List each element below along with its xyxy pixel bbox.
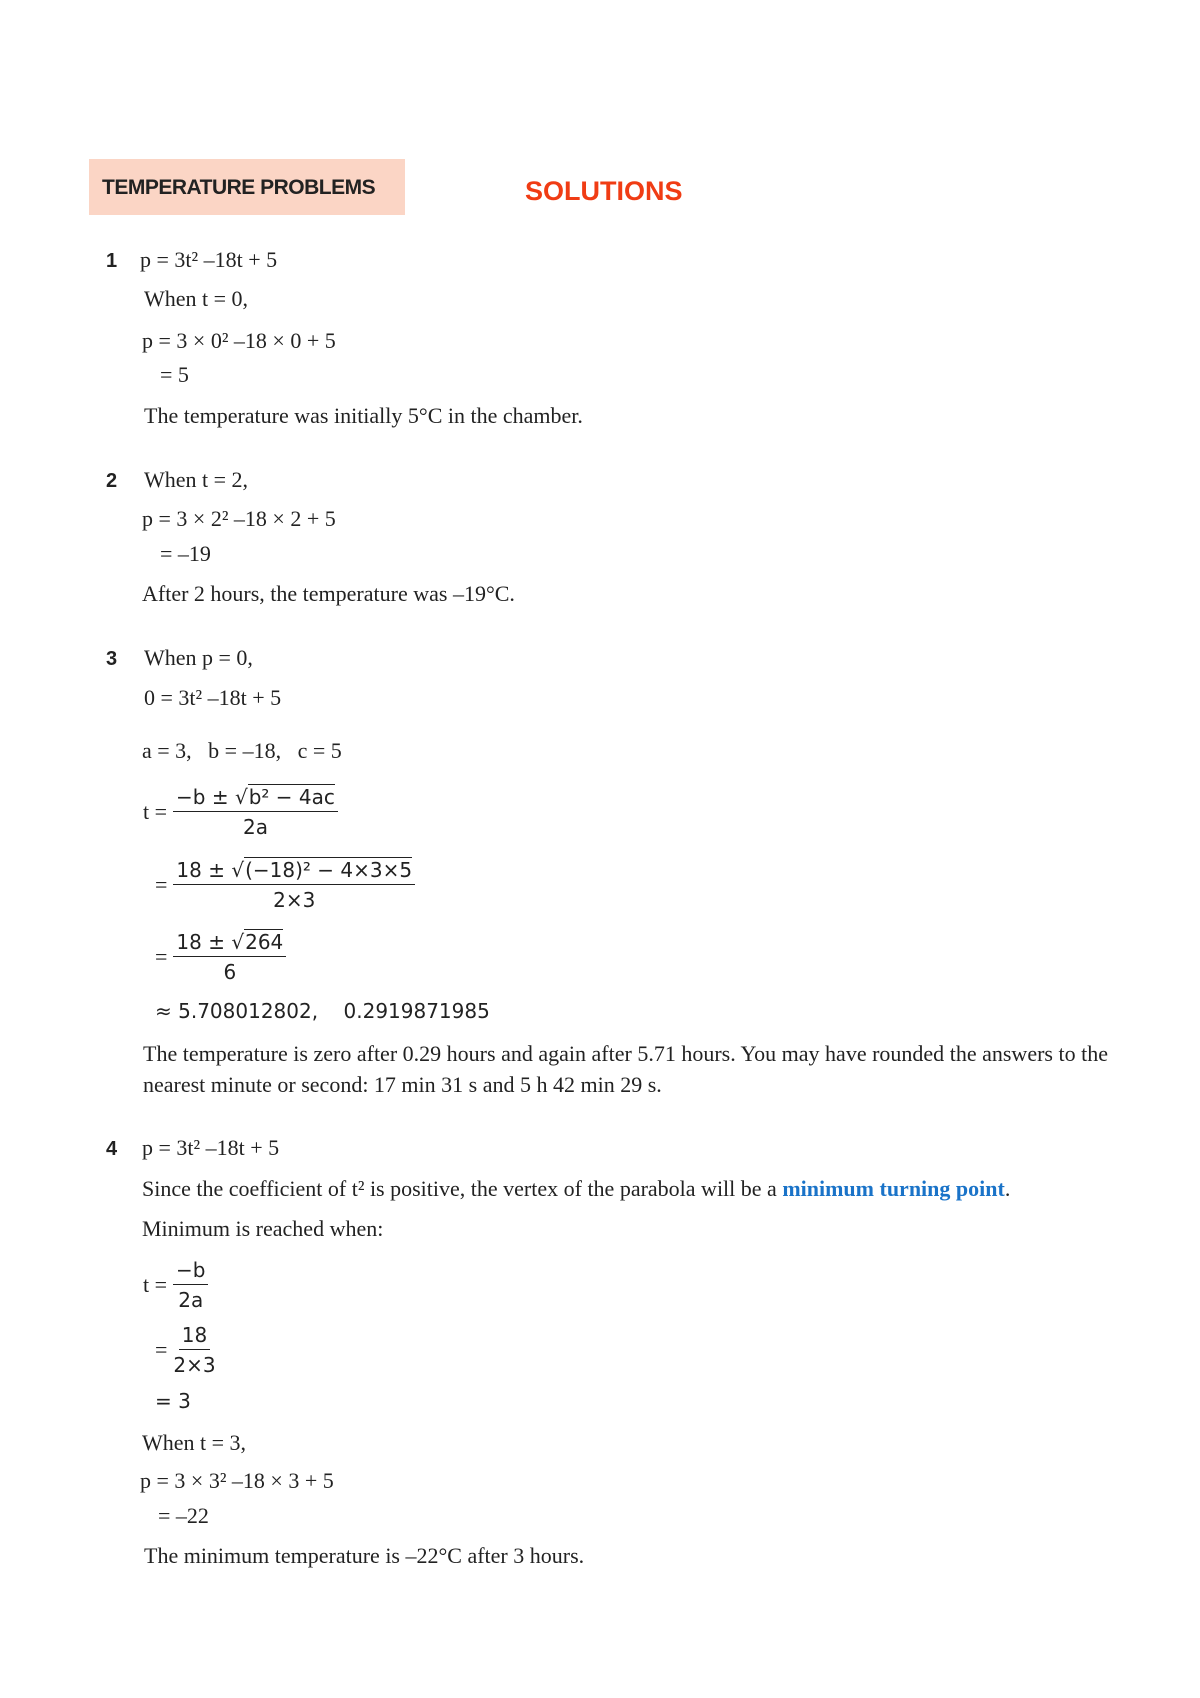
denominator: 2×3 [273, 888, 316, 912]
solutions-heading: SOLUTIONS [525, 176, 683, 206]
lhs: t = [143, 1272, 168, 1297]
text: When t = 0, [144, 286, 249, 311]
text [142, 1178, 1010, 1200]
question-number: 3 [106, 648, 118, 670]
text: Minimum is reached when: [142, 1216, 384, 1241]
equation: p = 3t² –18t + 5 [142, 1135, 280, 1160]
text: The temperature was initially 5°C in the chamber. [144, 403, 583, 428]
text: The minimum temperature is –22°C after 3 hours. [144, 1543, 585, 1568]
equation: p = 3 × 2² –18 × 2 + 5 [142, 506, 336, 531]
denominator: 2a [178, 1288, 204, 1312]
question-number: 1 [106, 250, 118, 272]
denominator: 2×3 [173, 1353, 216, 1377]
question-number: 4 [106, 1138, 118, 1160]
text: When p = 0, [144, 645, 253, 670]
quadratic-formula: t = $\frac{\text{−b ± √b² − 4ac}}{2a}$ [143, 785, 338, 839]
numerator: 18 [179, 1323, 210, 1350]
question-number: 2 [106, 470, 118, 492]
numerator: 18 ± [176, 930, 232, 954]
paragraph: The temperature is zero after 0.29 hours and again after 5.71 hours. You may have rounded the answers to the nearest minute or second: 17 min 31 s and 5 h 42 min 29 s. [143, 1041, 1108, 1097]
equation: p = 3t² –18t + 5 [140, 247, 278, 272]
vertex-substituted [155, 1323, 216, 1377]
substituted-formula: = $\frac{\text{18 ± √(−18)² − 4×3×5}}{2\times 3}$ [155, 858, 415, 912]
minimum-turning-point-link[interactable]: minimum turning point [782, 1176, 1005, 1201]
lhs: = [155, 872, 168, 897]
equation: = 5 [160, 362, 189, 387]
radicand: 264 [245, 930, 284, 954]
vertex-formula [143, 1258, 208, 1312]
numerator: −b ± [176, 785, 235, 809]
equation: = –19 [160, 541, 211, 566]
radicand: (−18)² − 4×3×5 [245, 858, 413, 882]
approx-result: ≈ 5.708012802, 0.2919871985 [155, 999, 490, 1023]
equation: = 3 [155, 1389, 191, 1413]
radicand: b² − 4ac [248, 785, 335, 809]
denominator: 2a [242, 815, 268, 839]
equation: p = 3 × 3² –18 × 3 + 5 [140, 1468, 334, 1493]
numerator: −b [173, 1258, 208, 1285]
lhs: = [155, 1337, 168, 1362]
coefficients: a = 3, b = –18, c = 5 [142, 738, 342, 763]
text: After 2 hours, the temperature was –19°C. [142, 581, 515, 606]
title-box [89, 159, 405, 215]
lhs: = [155, 944, 168, 969]
simplified-formula: = $\frac{18 \pm √264}{6}$ [155, 930, 286, 984]
numerator: 18 ± [176, 858, 232, 882]
text: When t = 2, [144, 467, 249, 492]
denominator: 6 [223, 960, 237, 984]
text: . [1004, 1176, 1011, 1201]
text: Since the coefficient of t² is positive, the vertex of the parabola will be a [142, 1176, 783, 1201]
page-title: TEMPERATURE PROBLEMS [102, 176, 376, 199]
equation: = –22 [158, 1503, 209, 1528]
text: When t = 3, [142, 1430, 247, 1455]
equation: 0 = 3t² –18t + 5 [144, 685, 282, 710]
equation: p = 3 × 0² –18 × 0 + 5 [142, 328, 336, 353]
lhs: t = [143, 799, 168, 824]
